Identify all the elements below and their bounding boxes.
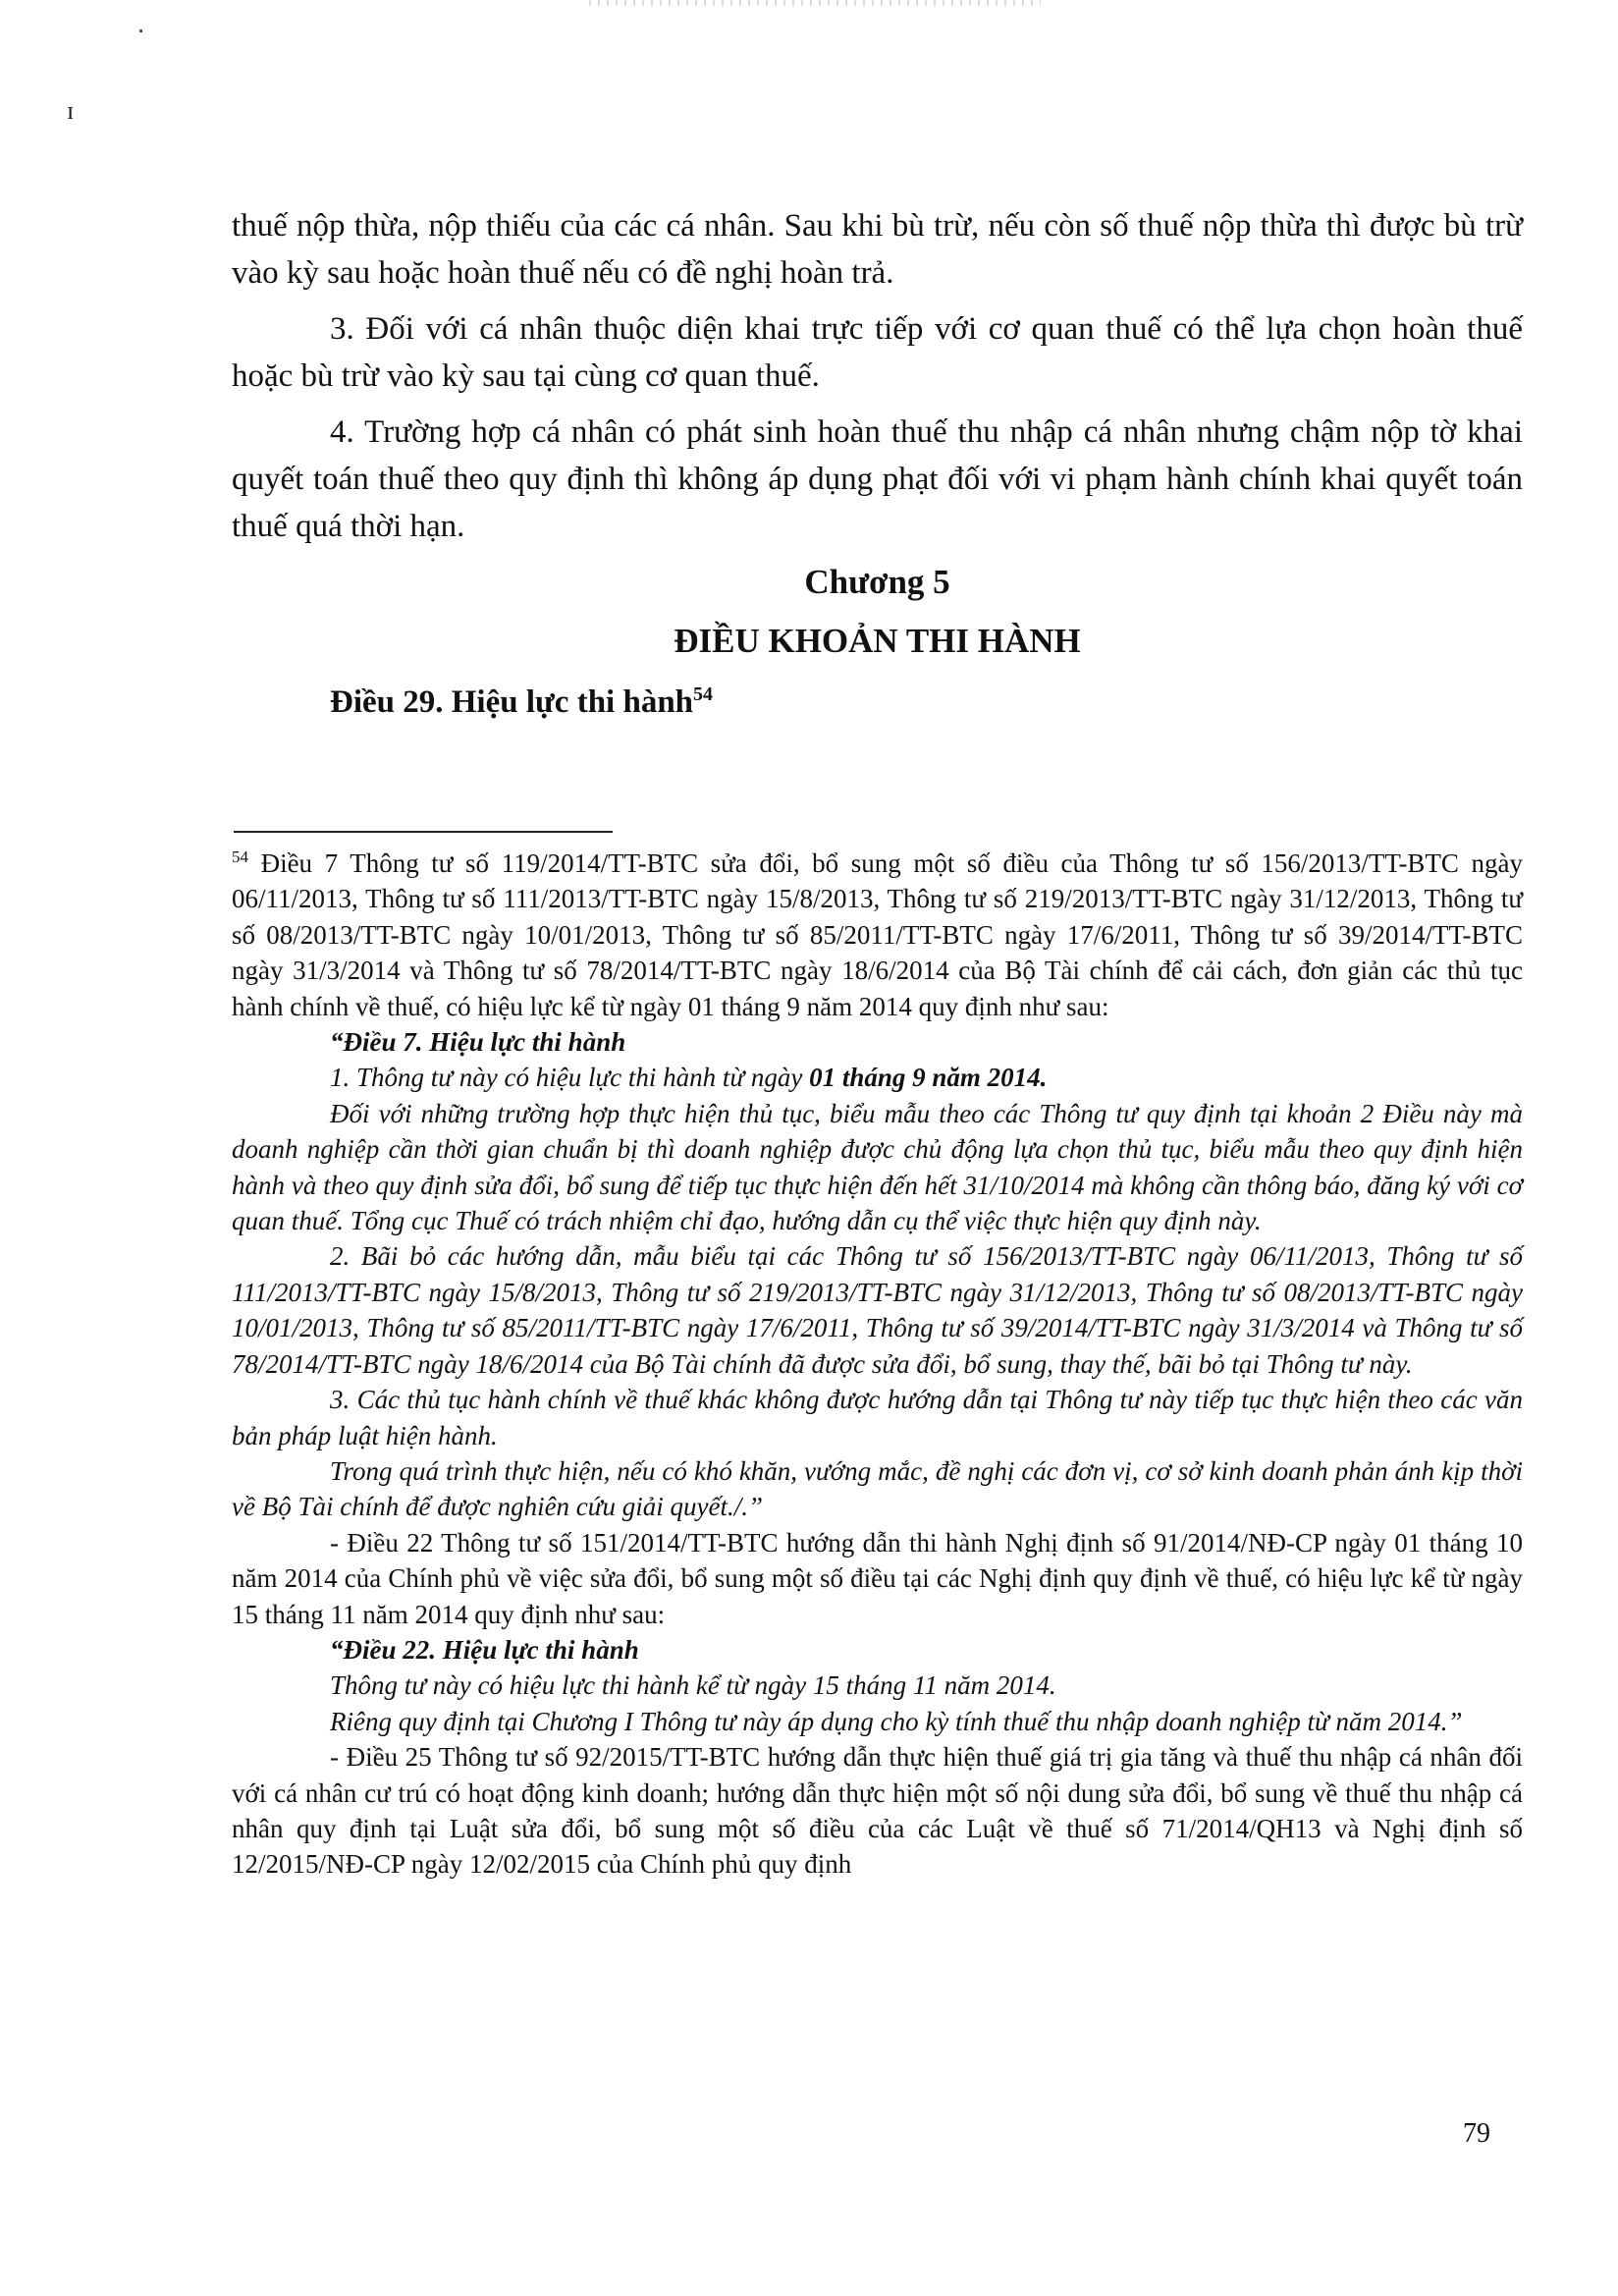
footnote-intro: $^{54}$ Điều 7 Thông tư số 119/2014/TT-BTC sửa đổi, bổ sung một số điều của Thông tư số 156/2013/TT-BTC ngày 06/11/2013, Thông tư số 111/2013/TT-BTC ngày 15/8/2013, Thông tư số 219/2013/TT-BTC ngày 31/12/2013, Thông tư số 08/2013/TT-BTC ngày 10/01/2013, Thông tư số 85/2011/TT-BTC ngày 17/6/2011, Thông tư số 39/2014/TT-BTC ngày 31/3/2014 và Thông tư số 78/2014/TT-BTC ngày 18/6/2014 của Bộ Tài chính để cải cách, đơn giản các thủ tục hành chính về thuế, có hiệu lực kể từ ngày 01 tháng 9 năm 2014 quy định như sau: bbox=[232, 847, 1523, 1021]
footnote-ref: 54 bbox=[693, 683, 714, 705]
quote1-item1: 1. Thông tư này có hiệu lực thi hành từ ngày 01 tháng 9 năm 2014. bbox=[330, 1063, 1048, 1093]
footnote-item-22: - Điều 22 Thông tư số 151/2014/TT-BTC hướng dẫn thi hành Nghị định số 91/2014/NĐ-CP ngày 01 tháng 10 năm 2014 của Chính phủ về việc sửa đổi, bổ sung một số điều tại các Nghị định quy định về thuế, có hiệu lực kể từ ngày 15 tháng 11 năm 2014 quy định như sau: bbox=[232, 1527, 1523, 1629]
quote2-line1: Thông tư này có hiệu lực thi hành kể từ ngày 15 tháng 11 năm 2014. bbox=[330, 1670, 1056, 1701]
paragraph-item-3: 3. Đối với cá nhân thuộc diện khai trực tiếp với cơ quan thuế có thể lựa chọn hoàn thuế hoặc bù trừ vào kỳ sau tại cùng cơ quan thuế. bbox=[232, 311, 1523, 394]
chapter-title: ĐIỀU KHOẢN THI HÀNH bbox=[674, 622, 1081, 660]
quote1-item2: 2. Bãi bỏ các hướng dẫn, mẫu biểu tại các Thông tư số 156/2013/TT-BTC ngày 06/11/2013, Thông tư số 111/2013/TT-BTC ngày 15/8/2013, Thông tư số 219/2013/TT-BTC ngày 31/12/2013, Thông tư số 08/2013/TT-BTC ngày 10/01/2013, Thông tư số 85/2011/TT-BTC ngày 17/6/2011, Thông tư số 39/2014/TT-BTC ngày 31/3/2014 và Thông tư số 78/2014/TT-BTC ngày 18/6/2014 của Bộ Tài chính đã được sửa đổi, bổ sung, thay thế, bãi bỏ tại Thông tư này. bbox=[232, 1241, 1523, 1379]
footnote-number: 54 bbox=[232, 847, 248, 866]
quote1-title: “Điều 7. Hiệu lực thi hành bbox=[330, 1027, 626, 1058]
scan-artifact bbox=[589, 0, 1041, 6]
footnotes bbox=[232, 840, 1523, 1883]
body-paragraphs bbox=[232, 202, 1523, 550]
scan-dot bbox=[139, 29, 142, 32]
quote2-line2: Riêng quy định tại Chương I Thông tư này áp dụng cho kỳ tính thuế thu nhập doanh nghiệp từ năm 2014.” bbox=[330, 1706, 1463, 1736]
footnote-item-25: - Điều 25 Thông tư số 92/2015/TT-BTC hướng dẫn thực hiện thuế giá trị gia tăng và thuế thu nhập cá nhân đối với cá nhân cư trú có hoạt động kinh doanh; hướng dẫn thực hiện một số nội dung sửa đổi, bổ sung về thuế thu nhập cá nhân quy định tại Luật sửa đổi, bổ sung một số điều của các Luật về thuế số 71/2014/QH13 và Nghị định số 12/2015/NĐ-CP ngày 12/02/2015 của Chính phủ quy định bbox=[232, 1742, 1523, 1880]
quote1-item1-body: Đối với những trường hợp thực hiện thủ tục, biểu mẫu theo các Thông tư quy định tại khoản 2 Điều này mà doanh nghiệp cần thời gian chuẩn bị thì doanh nghiệp được chủ động lựa chọn thủ tục, biểu mẫu theo quy định hiện hành và theo quy định sửa đổi, bổ sung để tiếp tục thực hiện đến hết 31/10/2014 mà không cần thông báo, đăng ký với cơ quan thuế. Tổng cục Thuế có trách nhiệm chỉ đạo, hướng dẫn cụ thể việc thực hiện quy định này. bbox=[232, 1098, 1523, 1236]
paragraph-item-4: 4. Trường hợp cá nhân có phát sinh hoàn thuế thu nhập cá nhân nhưng chậm nộp tờ khai quyết toán thuế theo quy định thì không áp dụng phạt đối với vi phạm hành chính khai quyết toán thuế quá thời hạn. bbox=[232, 414, 1523, 544]
quote1-item3: 3. Các thủ tục hành chính về thuế khác không được hướng dẫn tại Thông tư này tiếp tục thực hiện theo các văn bản pháp luật hiện hành. bbox=[232, 1385, 1523, 1450]
paragraph-continuation: thuế nộp thừa, nộp thiếu của các cá nhân. Sau khi bù trừ, nếu còn số thuế nộp thừa thì được bù trừ vào kỳ sau hoặc hoàn thuế nếu có đề nghị hoàn trả. bbox=[232, 208, 1523, 291]
article-heading bbox=[330, 683, 713, 721]
article-title: Điều 29. Hiệu lực thi hành bbox=[330, 684, 694, 720]
margin-mark: ɪ bbox=[67, 96, 75, 125]
quote1-closing: Trong quá trình thực hiện, nếu có khó khăn, vướng mắc, đề nghị các đơn vị, cơ sở kinh doanh phản ánh kịp thời về Bộ Tài chính để được nghiên cứu giải quyết./.” bbox=[232, 1455, 1523, 1522]
page-number: 79 bbox=[1463, 2118, 1490, 2149]
chapter-number: Chương 5 bbox=[804, 563, 950, 601]
footnote-separator bbox=[234, 831, 613, 833]
quote2-title: “Điều 22. Hiệu lực thi hành bbox=[330, 1634, 639, 1665]
